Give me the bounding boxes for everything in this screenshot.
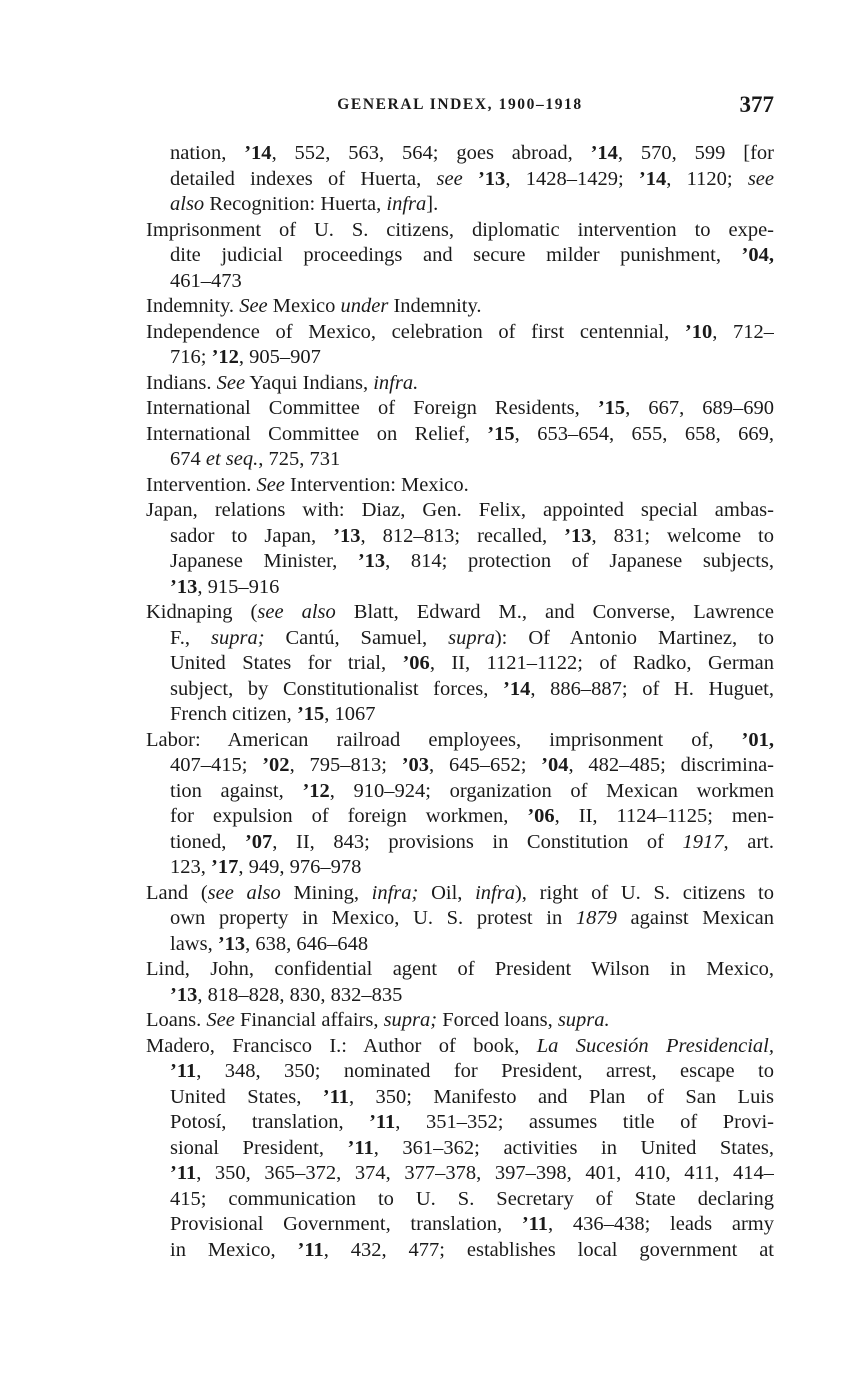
year-ref: ’11: [322, 1085, 349, 1108]
index-text: , 905–907: [238, 346, 321, 368]
index-text: [463, 168, 478, 190]
index-text: , 712–: [712, 320, 774, 343]
index-text: , 667, 689–690: [625, 397, 774, 419]
index-text: Japan, relations with: Diaz, Gen. Felix, appointed special ambas-: [146, 499, 774, 521]
index-line: [146, 320, 774, 346]
index-line: [146, 473, 774, 499]
page-number: 377: [739, 92, 774, 117]
index-text: , 552, 563, 564; goes abroad,: [271, 142, 591, 164]
italic-text: see: [747, 167, 774, 190]
italic-text: 1879: [575, 907, 617, 929]
index-text: Cantú, Samuel,: [264, 626, 449, 649]
year-ref: ’13: [170, 575, 198, 598]
index-text: Recognition: Huerta,: [204, 193, 387, 215]
italic-text: infra: [475, 881, 515, 904]
index-line: [146, 447, 774, 473]
year-ref: ’15: [296, 703, 325, 725]
year-ref: ’11: [170, 1162, 197, 1184]
index-text: subject, by Constitutionalist forces,: [170, 677, 504, 700]
year-ref: ’06: [402, 652, 430, 674]
index-text: , 725, 731: [258, 448, 341, 470]
index-text: , 432, 477; establishes local government at: [323, 1238, 774, 1261]
index-line: [146, 1085, 774, 1111]
index-line: [146, 753, 774, 779]
italic-text: infra;: [371, 881, 419, 904]
year-ref: ’03: [401, 754, 430, 776]
index-text: tioned,: [170, 830, 245, 853]
index-line: [146, 1161, 774, 1187]
index-line: [146, 192, 774, 218]
index-text: nation,: [170, 142, 245, 164]
index-text: Yaqui Indians,: [245, 371, 374, 394]
year-ref: ’14: [590, 142, 618, 164]
index-text: , art.: [723, 830, 774, 853]
index-line: [146, 167, 774, 193]
index-text: Indians.: [146, 371, 217, 394]
index-text: United States,: [170, 1085, 323, 1108]
index-line: [146, 345, 774, 371]
index-text: , 886–887; of H. Huguet,: [530, 677, 774, 700]
year-ref: ’13: [357, 550, 386, 572]
index-text: Kidnaping (: [146, 601, 258, 623]
year-ref: ’06: [527, 805, 555, 827]
index-text: , 812–813; recalled,: [360, 524, 565, 547]
index-text: , 482–485; discrimina-: [568, 754, 774, 776]
year-ref: ’11: [170, 1060, 197, 1082]
year-ref: ’13: [217, 932, 246, 955]
index-line: [146, 830, 774, 856]
index-text: Oil,: [418, 881, 476, 904]
index-text: F.,: [170, 626, 211, 649]
italic-text: et seq.: [205, 448, 259, 470]
index-text: Independence of Mexico, celebration of first centennial,: [146, 320, 685, 343]
italic-text: under: [340, 295, 389, 317]
index-line: [146, 575, 774, 601]
index-text: sional President,: [170, 1136, 348, 1159]
index-text: , 949, 976–978: [238, 856, 362, 878]
index-text: ): Of Antonio Martinez, to: [494, 626, 774, 649]
index-text: dite judicial proceedings and secure milder punishment,: [170, 244, 742, 266]
index-text: own property in Mexico, U. S. protest in: [170, 907, 576, 929]
index-text: Intervention: Mexico.: [284, 473, 469, 496]
year-ref: ’02: [262, 754, 290, 776]
index-text: International Committee of Foreign Residents,: [146, 397, 598, 419]
year-ref: ’12: [211, 346, 239, 368]
index-line: [146, 371, 774, 397]
italic-text: La Sucesión Presidencial,: [536, 1034, 774, 1057]
index-text: , 638, 646–648: [245, 932, 369, 955]
year-ref: ’13: [170, 983, 198, 1006]
index-text: , 1120;: [666, 167, 748, 190]
index-text: Lind, John, confidential agent of President Wilson in Mexico,: [146, 958, 774, 980]
index-text: , 350, 365–372, 374, 377–378, 397–398, 401, 410, 411, 414–: [196, 1162, 774, 1184]
index-line: [146, 983, 774, 1009]
index-line: [146, 269, 774, 295]
italic-text: supra: [448, 626, 495, 649]
italic-text: infra.: [373, 371, 419, 394]
index-line: [146, 779, 774, 805]
index-text: 674: [170, 448, 206, 470]
index-line: [146, 906, 774, 932]
index-text: , 436–438; leads army: [548, 1213, 774, 1235]
index-text: Japanese Minister,: [170, 550, 358, 572]
index-text: Indemnity.: [388, 295, 482, 317]
index-line: [146, 702, 774, 728]
index-text: 123,: [170, 856, 211, 878]
index-text: in Mexico,: [170, 1238, 298, 1261]
italic-text: See: [206, 1009, 235, 1031]
year-ref: ’13: [564, 524, 592, 547]
index-text: , 1067: [324, 703, 376, 725]
running-head: [146, 92, 774, 122]
index-text: 415; communication to U. S. Secretary of State declaring: [170, 1187, 774, 1210]
index-text: , II, 1121–1122; of Radko, German: [429, 652, 774, 674]
year-ref: ’11: [347, 1136, 374, 1159]
index-text: Provisional Government, translation,: [170, 1213, 522, 1235]
index-text: sador to Japan,: [170, 524, 334, 547]
year-ref: ’11: [369, 1111, 396, 1133]
running-title: GENERAL INDEX, 1900–1918: [337, 96, 583, 113]
italic-text: See: [239, 295, 268, 317]
index-text: , 831; welcome to: [591, 524, 774, 547]
italic-text: also: [170, 193, 205, 215]
year-ref: ’04,: [741, 244, 774, 266]
index-text: Blatt, Edward M., and Converse, Lawrence: [335, 601, 774, 623]
index-text: for expulsion of foreign workmen,: [170, 805, 528, 827]
index-line: [146, 1136, 774, 1162]
index-text: detailed indexes of Huerta,: [170, 167, 437, 190]
index-text: United States for trial,: [170, 652, 403, 674]
index-text: Labor: American railroad employees, imprisonment of,: [146, 728, 742, 751]
year-ref: ’04: [541, 754, 569, 776]
index-text: laws,: [170, 932, 218, 955]
index-text: Mining,: [280, 881, 372, 904]
index-text: , 653–654, 655, 658, 669,: [514, 422, 774, 445]
italic-text: infra: [386, 193, 427, 215]
year-ref: ’10: [684, 320, 713, 343]
year-ref: ’11: [297, 1238, 324, 1261]
index-line: [146, 728, 774, 754]
year-ref: ’14: [503, 677, 531, 700]
index-text: French citizen,: [170, 703, 297, 725]
index-text: , 795–813;: [289, 754, 402, 776]
index-text: Financial affairs,: [234, 1009, 384, 1031]
index-text: ].: [426, 193, 439, 215]
italic-text: see: [436, 167, 463, 190]
index-line: [146, 498, 774, 524]
italic-text: 1917: [682, 830, 724, 853]
index-text: Indemnity.: [146, 295, 240, 317]
index-line: [146, 218, 774, 244]
index-line: [146, 294, 774, 320]
index-line: [146, 626, 774, 652]
index-line: [146, 932, 774, 958]
italic-text: supra;: [383, 1009, 438, 1031]
index-text: , II, 1124–1125; men-: [554, 805, 774, 827]
index-text: Forced loans,: [437, 1009, 558, 1031]
italic-text: supra;: [210, 626, 265, 649]
year-ref: ’15: [597, 397, 626, 419]
index-body: [146, 141, 774, 1263]
year-ref: ’07: [244, 830, 273, 853]
index-text: against Mexican: [616, 907, 774, 929]
index-text: Mexico: [267, 295, 341, 317]
italic-text: See: [216, 371, 246, 394]
italic-text: See: [256, 473, 285, 496]
index-line: [146, 957, 774, 983]
index-text: Loans.: [146, 1009, 207, 1031]
index-text: , 350; Manifesto and Plan of San Luis: [348, 1085, 774, 1108]
index-text: , 570, 599 [for: [617, 142, 774, 164]
index-line: [146, 1034, 774, 1060]
index-text: Madero, Francisco I.: Author of book,: [146, 1034, 537, 1057]
index-line: [146, 651, 774, 677]
italic-text: see also: [257, 601, 336, 623]
index-line: [146, 1110, 774, 1136]
index-line: [146, 422, 774, 448]
index-text: , 910–924; organization of Mexican workmen: [329, 779, 774, 802]
index-line: [146, 524, 774, 550]
index-text: 716;: [170, 346, 212, 368]
index-text: ), right of U. S. citizens to: [514, 881, 774, 904]
index-text: 461–473: [170, 269, 242, 292]
index-line: [146, 141, 774, 167]
index-line: [146, 804, 774, 830]
year-ref: ’14: [638, 167, 667, 190]
index-line: [146, 549, 774, 575]
year-ref: ’13: [477, 167, 506, 190]
index-line: [146, 677, 774, 703]
index-text: , 351–352; assumes title of Provi-: [395, 1111, 774, 1133]
index-text: , 361–362; activities in United States,: [373, 1136, 774, 1159]
index-text: Imprisonment of U. S. citizens, diplomatic intervention to expe-: [146, 218, 774, 241]
index-text: International Committee on Relief,: [146, 422, 488, 445]
index-text: Intervention.: [146, 473, 257, 496]
index-text: , II, 843; provisions in Constitution of: [272, 830, 683, 853]
index-line: [146, 1187, 774, 1213]
italic-text: supra.: [557, 1009, 610, 1031]
index-text: Land (: [146, 881, 208, 904]
index-line: [146, 600, 774, 626]
index-line: [146, 396, 774, 422]
index-line: [146, 1008, 774, 1034]
index-line: [146, 881, 774, 907]
index-text: , 915–916: [197, 575, 280, 598]
year-ref: ’11: [521, 1213, 549, 1235]
index-line: [146, 1238, 774, 1264]
index-line: [146, 1212, 774, 1238]
italic-text: see also: [207, 881, 281, 904]
year-ref: ’12: [302, 779, 330, 802]
index-line: [146, 855, 774, 881]
year-ref: ’17: [211, 856, 239, 878]
index-text: , 1428–1429;: [505, 167, 639, 190]
index-text: , 645–652;: [429, 754, 542, 776]
index-text: Potosí, translation,: [170, 1111, 370, 1133]
year-ref: ’14: [244, 142, 272, 164]
index-text: , 348, 350; nominated for President, arrest, escape to: [196, 1060, 774, 1082]
index-text: tion against,: [170, 779, 303, 802]
year-ref: ’01,: [741, 728, 774, 751]
index-text: 407–415;: [170, 754, 263, 776]
year-ref: ’15: [487, 422, 515, 445]
index-line: [146, 243, 774, 269]
index-line: [146, 1059, 774, 1085]
index-text: , 818–828, 830, 832–835: [197, 983, 403, 1006]
index-text: , 814; protection of Japanese subjects,: [385, 550, 774, 572]
year-ref: ’13: [333, 524, 361, 547]
